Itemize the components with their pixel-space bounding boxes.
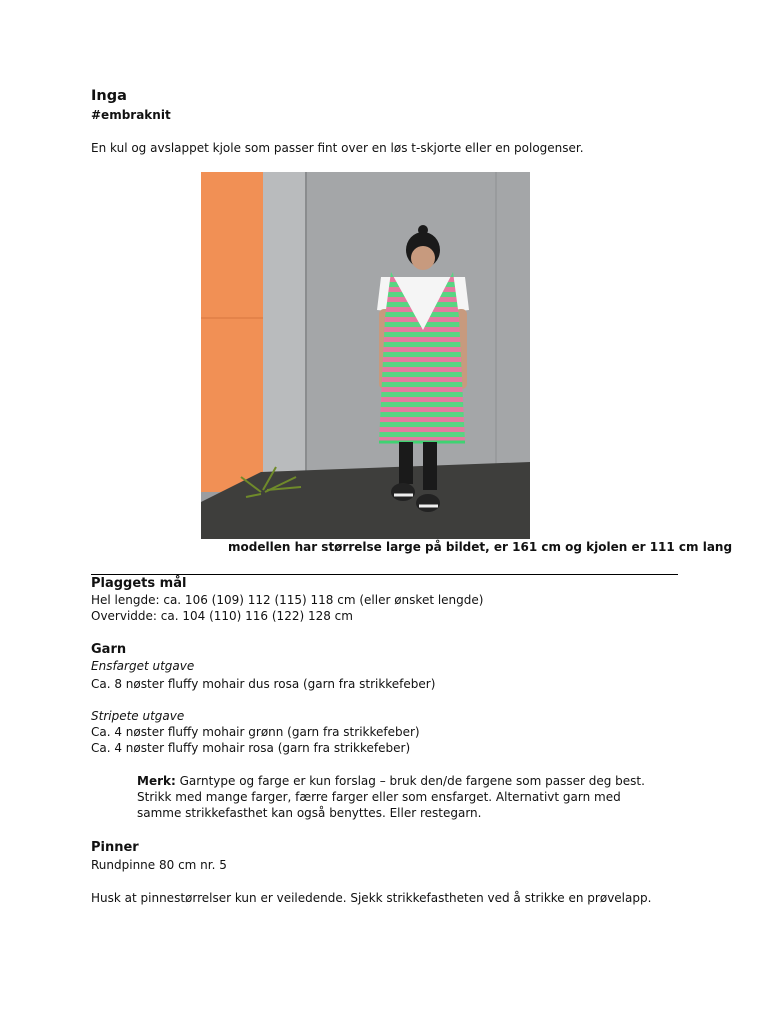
length-line: Hel lengde: ca. 106 (109) 112 (115) 118 cm (eller ønsket lengde) (91, 593, 484, 607)
solid-version-label: Ensfarget utgave (91, 659, 195, 673)
striped-yarn-line-2: Ca. 4 nøster fluffy mohair rosa (garn fra strikkefeber) (91, 741, 411, 755)
striped-version-label: Stripete utgave (91, 709, 185, 723)
knitted-dress-photo-icon (201, 172, 530, 539)
gauge-tip: Husk at pinnestørrelser kun er veiledende. Sjekk strikkefastheten ved å strikke en prøvelapp. (91, 891, 652, 905)
page-title: Inga (91, 88, 127, 104)
hashtag: #embraknit (91, 108, 171, 122)
intro-text: En kul og avslappet kjole som passer fint over en løs t-skjorte eller en pologenser. (91, 141, 584, 155)
needles-heading: Pinner (91, 840, 139, 855)
needles-line: Rundpinne 80 cm nr. 5 (91, 858, 227, 872)
width-line: Overvidde: ca. 104 (110) 116 (122) 128 cm (91, 609, 353, 623)
measurements-heading: Plaggets mål (91, 576, 187, 591)
striped-yarn-line-1: Ca. 4 nøster fluffy mohair grønn (garn fra strikkefeber) (91, 725, 420, 739)
yarn-heading: Garn (91, 642, 127, 657)
note-label: Merk: (137, 774, 176, 788)
note-text: Garntype og farge er kun forslag – bruk den/de fargene som passer deg best. Strikk med mange farger, færre farger eller som ensfarget. Alternativt garn med samme strikkefasthet kan også benyttes. Eller restegarn. (137, 774, 645, 820)
dress-photo (201, 172, 530, 539)
solid-yarn-line: Ca. 8 nøster fluffy mohair dus rosa (garn fra strikkefeber) (91, 677, 436, 691)
divider (91, 574, 678, 575)
yarn-note (137, 773, 667, 821)
photo-caption: modellen har størrelse large på bildet, er 161 cm og kjolen er 111 cm lang (228, 540, 733, 554)
